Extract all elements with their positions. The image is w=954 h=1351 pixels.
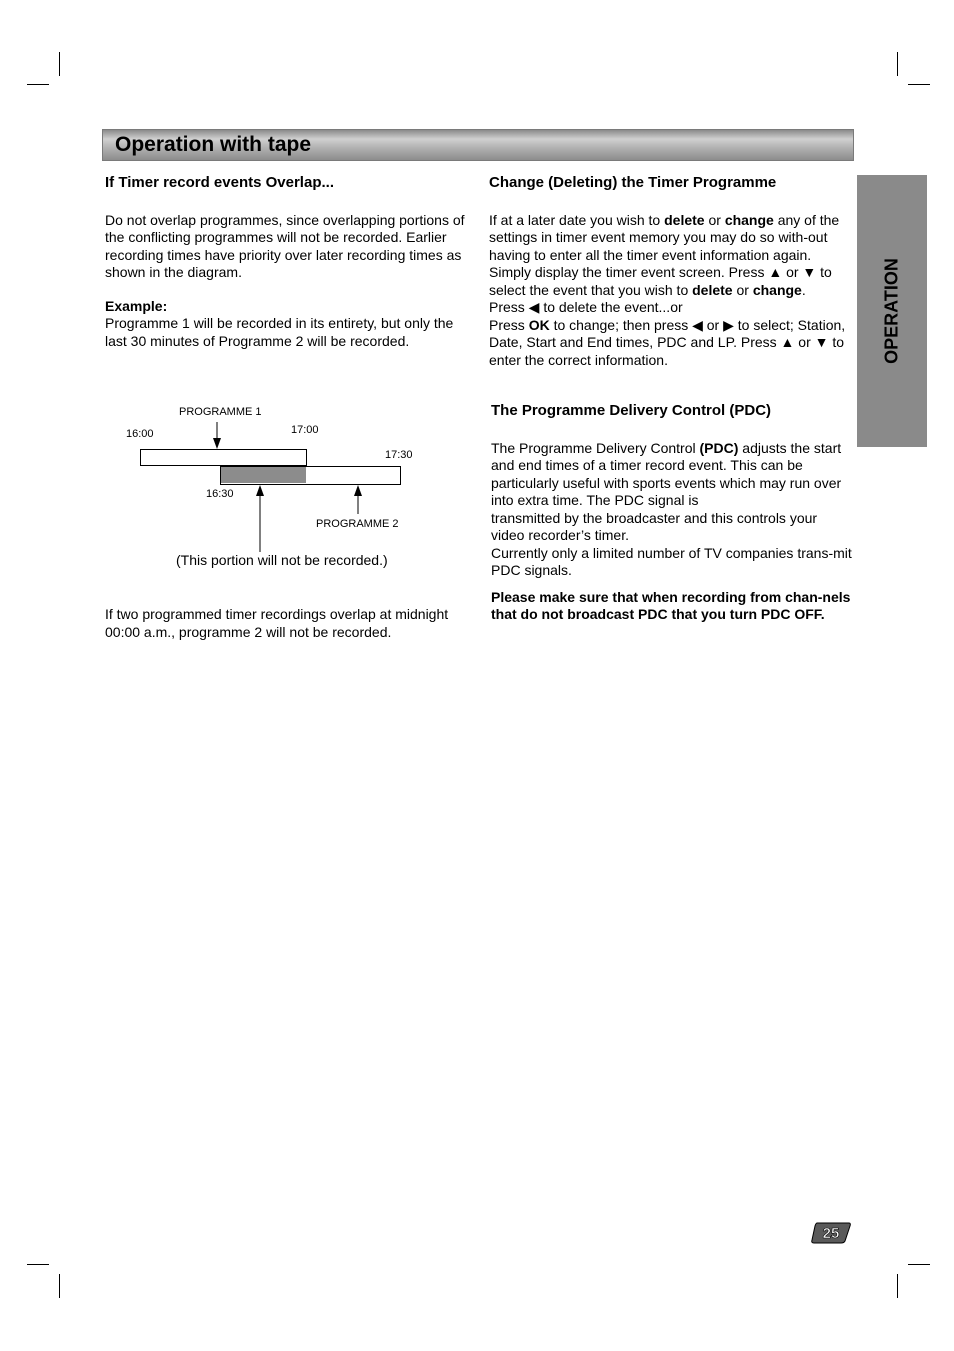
programme1-arrow-head	[213, 438, 221, 449]
text-run-bold: delete	[692, 281, 733, 298]
text-run: any of the settings in timer event memory you may do so with-out having to enter all the timer event information again. Simply display the timer event screen. Press ▲ or ▼ to select the event that you wish to	[489, 211, 840, 298]
text-run-bold: change	[752, 281, 802, 298]
text-run-bold: change	[724, 211, 774, 228]
pdc-paragraph-3: Currently only a limited number of TV companies trans-mit PDC signals.	[491, 544, 852, 578]
change-heading: Change (Deleting) the Timer Programme	[489, 174, 777, 191]
note-arrow-head	[256, 485, 264, 496]
pdc-warning: Please make sure that when recording from chan-nels that do not broadcast PDC that you turn PDC OFF.	[491, 588, 851, 622]
text-run: or	[732, 281, 753, 298]
page-number: 25	[822, 1225, 840, 1242]
programme2-label: PROGRAMME 2	[316, 518, 399, 530]
text-run-bold: delete	[664, 211, 705, 228]
delete-instruction: Press ◀ to delete the event...or	[489, 299, 683, 315]
diagram-note: (This portion will not be recorded.)	[176, 552, 388, 568]
overlap-paragraph: Do not overlap programmes, since overlapping portions of the conflicting programmes will not be recorded. Earlier recording times have priority over later recording times as shown in the diagram.	[105, 211, 465, 280]
change-paragraph	[489, 212, 854, 300]
programme2-arrow-head	[354, 485, 362, 496]
side-tab-label: OPERATION	[881, 258, 902, 364]
time-1730-label: 17:30	[385, 449, 413, 461]
overlap-shaded	[221, 467, 306, 483]
text-run: to change; then press ◀ or ▶ to select; Station, Date, Start and End times, PDC and LP. Press ▲ or ▼ to enter the correct information.	[489, 316, 846, 368]
time-1700-label: 17:00	[291, 424, 319, 436]
text-run: adjusts the start and end times of a timer record event. This can be particularly useful with sports events which may run over into extra time. The PDC signal is	[491, 439, 842, 508]
programme1-bar	[141, 450, 307, 466]
pdc-paragraph	[491, 440, 853, 510]
text-run: The Programme Delivery Control	[491, 439, 700, 456]
pdc-heading: The Programme Delivery Control (PDC)	[491, 402, 772, 419]
text-run: .	[801, 281, 806, 298]
text-run-bold: OK	[528, 316, 550, 333]
time-1630-label: 16:30	[206, 488, 234, 500]
text-run: Press	[489, 316, 529, 333]
midnight-text: If two programmed timer recordings overlap at midnight 00:00 a.m., programme 2 will not be recorded.	[105, 606, 449, 640]
pdc-section	[491, 402, 853, 624]
midnight-note	[105, 606, 467, 641]
right-column	[489, 174, 854, 369]
page-title: Operation with tape	[115, 133, 312, 156]
overlap-heading: If Timer record events Overlap...	[105, 174, 334, 191]
text-run-bold: (PDC)	[699, 439, 739, 456]
pdc-paragraph-2: transmitted by the broadcaster and this controls your video recorder’s timer.	[491, 509, 818, 543]
text-run: or	[704, 211, 725, 228]
text-run: If at a later date you wish to	[489, 211, 665, 228]
time-1600-label: 16:00	[126, 428, 154, 440]
example-label: Example:	[105, 297, 168, 314]
programme1-label: PROGRAMME 1	[179, 406, 262, 418]
page-number-badge	[811, 1222, 851, 1244]
change-instruction	[489, 317, 854, 370]
example-text: Programme 1 will be recorded in its entirety, but only the last 30 minutes of Programme 2 will be recorded.	[105, 315, 454, 349]
